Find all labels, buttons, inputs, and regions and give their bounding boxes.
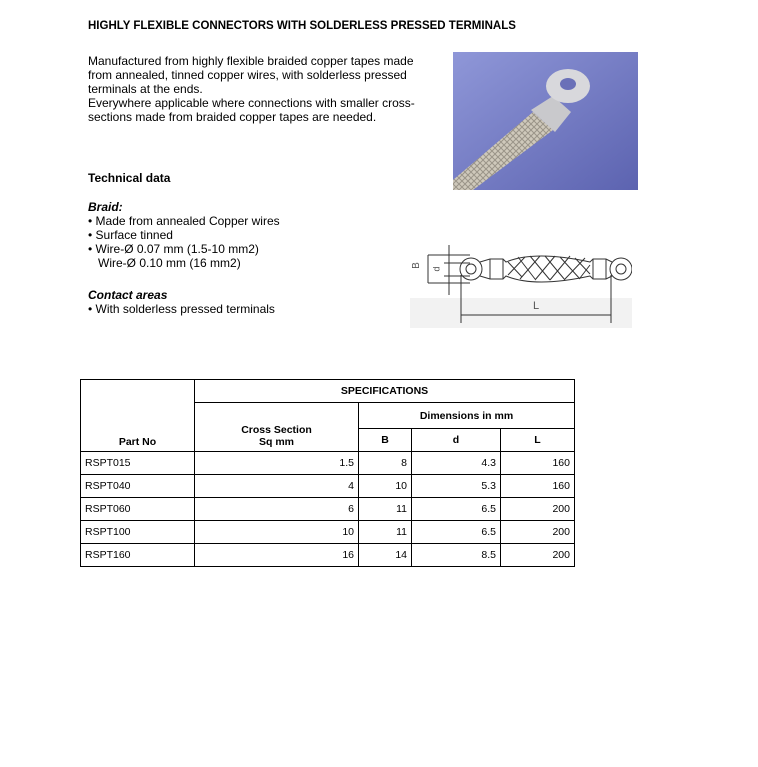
braid-heading: Braid: [88,200,123,214]
cell-b: 14 [359,544,412,567]
table-row [81,475,575,498]
header-dimensions: Dimensions in mm [359,403,575,429]
cell-d: 6.5 [412,498,501,521]
table-row [81,498,575,521]
braid-item: Wire-Ø 0.10 mm (16 mm2) [88,256,241,270]
header-d: d [412,429,501,452]
cell-l: 200 [501,544,575,567]
product-photo [453,52,638,190]
braid-item: • Made from annealed Copper wires [88,214,280,228]
cell-part-no: RSPT040 [81,475,195,498]
intro-line: terminals at the ends. [88,82,203,96]
cell-l: 160 [501,452,575,475]
header-cross-section [195,403,359,452]
header-b: B [359,429,412,452]
braid-item: • Surface tinned [88,228,173,242]
intro-text [88,54,448,124]
cell-part-no: RSPT060 [81,498,195,521]
header-cross-section-line1: Cross Section [241,424,312,436]
intro-line: Manufactured from highly flexible braided copper tapes made [88,54,414,68]
cell-cross-section: 4 [195,475,359,498]
cell-part-no: RSPT015 [81,452,195,475]
connector-diagram [410,215,632,328]
dimension-d-label: d [431,266,442,272]
table-row [81,521,575,544]
header-cross-section-line2: Sq mm [258,436,294,448]
contact-heading: Contact areas [88,288,168,302]
specifications-table [80,379,575,567]
cell-d: 6.5 [412,521,501,544]
braid-item: • Wire-Ø 0.07 mm (1.5-10 mm2) [88,242,259,256]
cell-d: 5.3 [412,475,501,498]
cell-b: 10 [359,475,412,498]
cell-l: 200 [501,521,575,544]
cell-l: 160 [501,475,575,498]
technical-data-heading: Technical data [88,171,171,185]
table-row [81,452,575,475]
header-part-no: Part No [81,380,195,452]
cell-part-no: RSPT160 [81,544,195,567]
cell-part-no: RSPT100 [81,521,195,544]
contact-item: • With solderless pressed terminals [88,302,275,316]
cell-cross-section: 6 [195,498,359,521]
dimension-l-label: L [533,300,540,312]
intro-line: from annealed, tinned copper wires, with solderless pressed [88,68,407,82]
dimension-b-label: B [410,262,422,269]
cell-b: 11 [359,498,412,521]
cell-cross-section: 10 [195,521,359,544]
cell-l: 200 [501,498,575,521]
table-row [81,544,575,567]
cell-b: 8 [359,452,412,475]
cell-cross-section: 16 [195,544,359,567]
intro-line: Everywhere applicable where connections with smaller cross- [88,96,415,110]
header-l: L [501,429,575,452]
cell-cross-section: 1.5 [195,452,359,475]
page-title: HIGHLY FLEXIBLE CONNECTORS WITH SOLDERLESS PRESSED TERMINALS [88,20,516,32]
intro-line: sections made from braided copper tapes are needed. [88,110,377,124]
cell-d: 4.3 [412,452,501,475]
cell-b: 11 [359,521,412,544]
cell-d: 8.5 [412,544,501,567]
header-specifications: SPECIFICATIONS [195,380,575,403]
